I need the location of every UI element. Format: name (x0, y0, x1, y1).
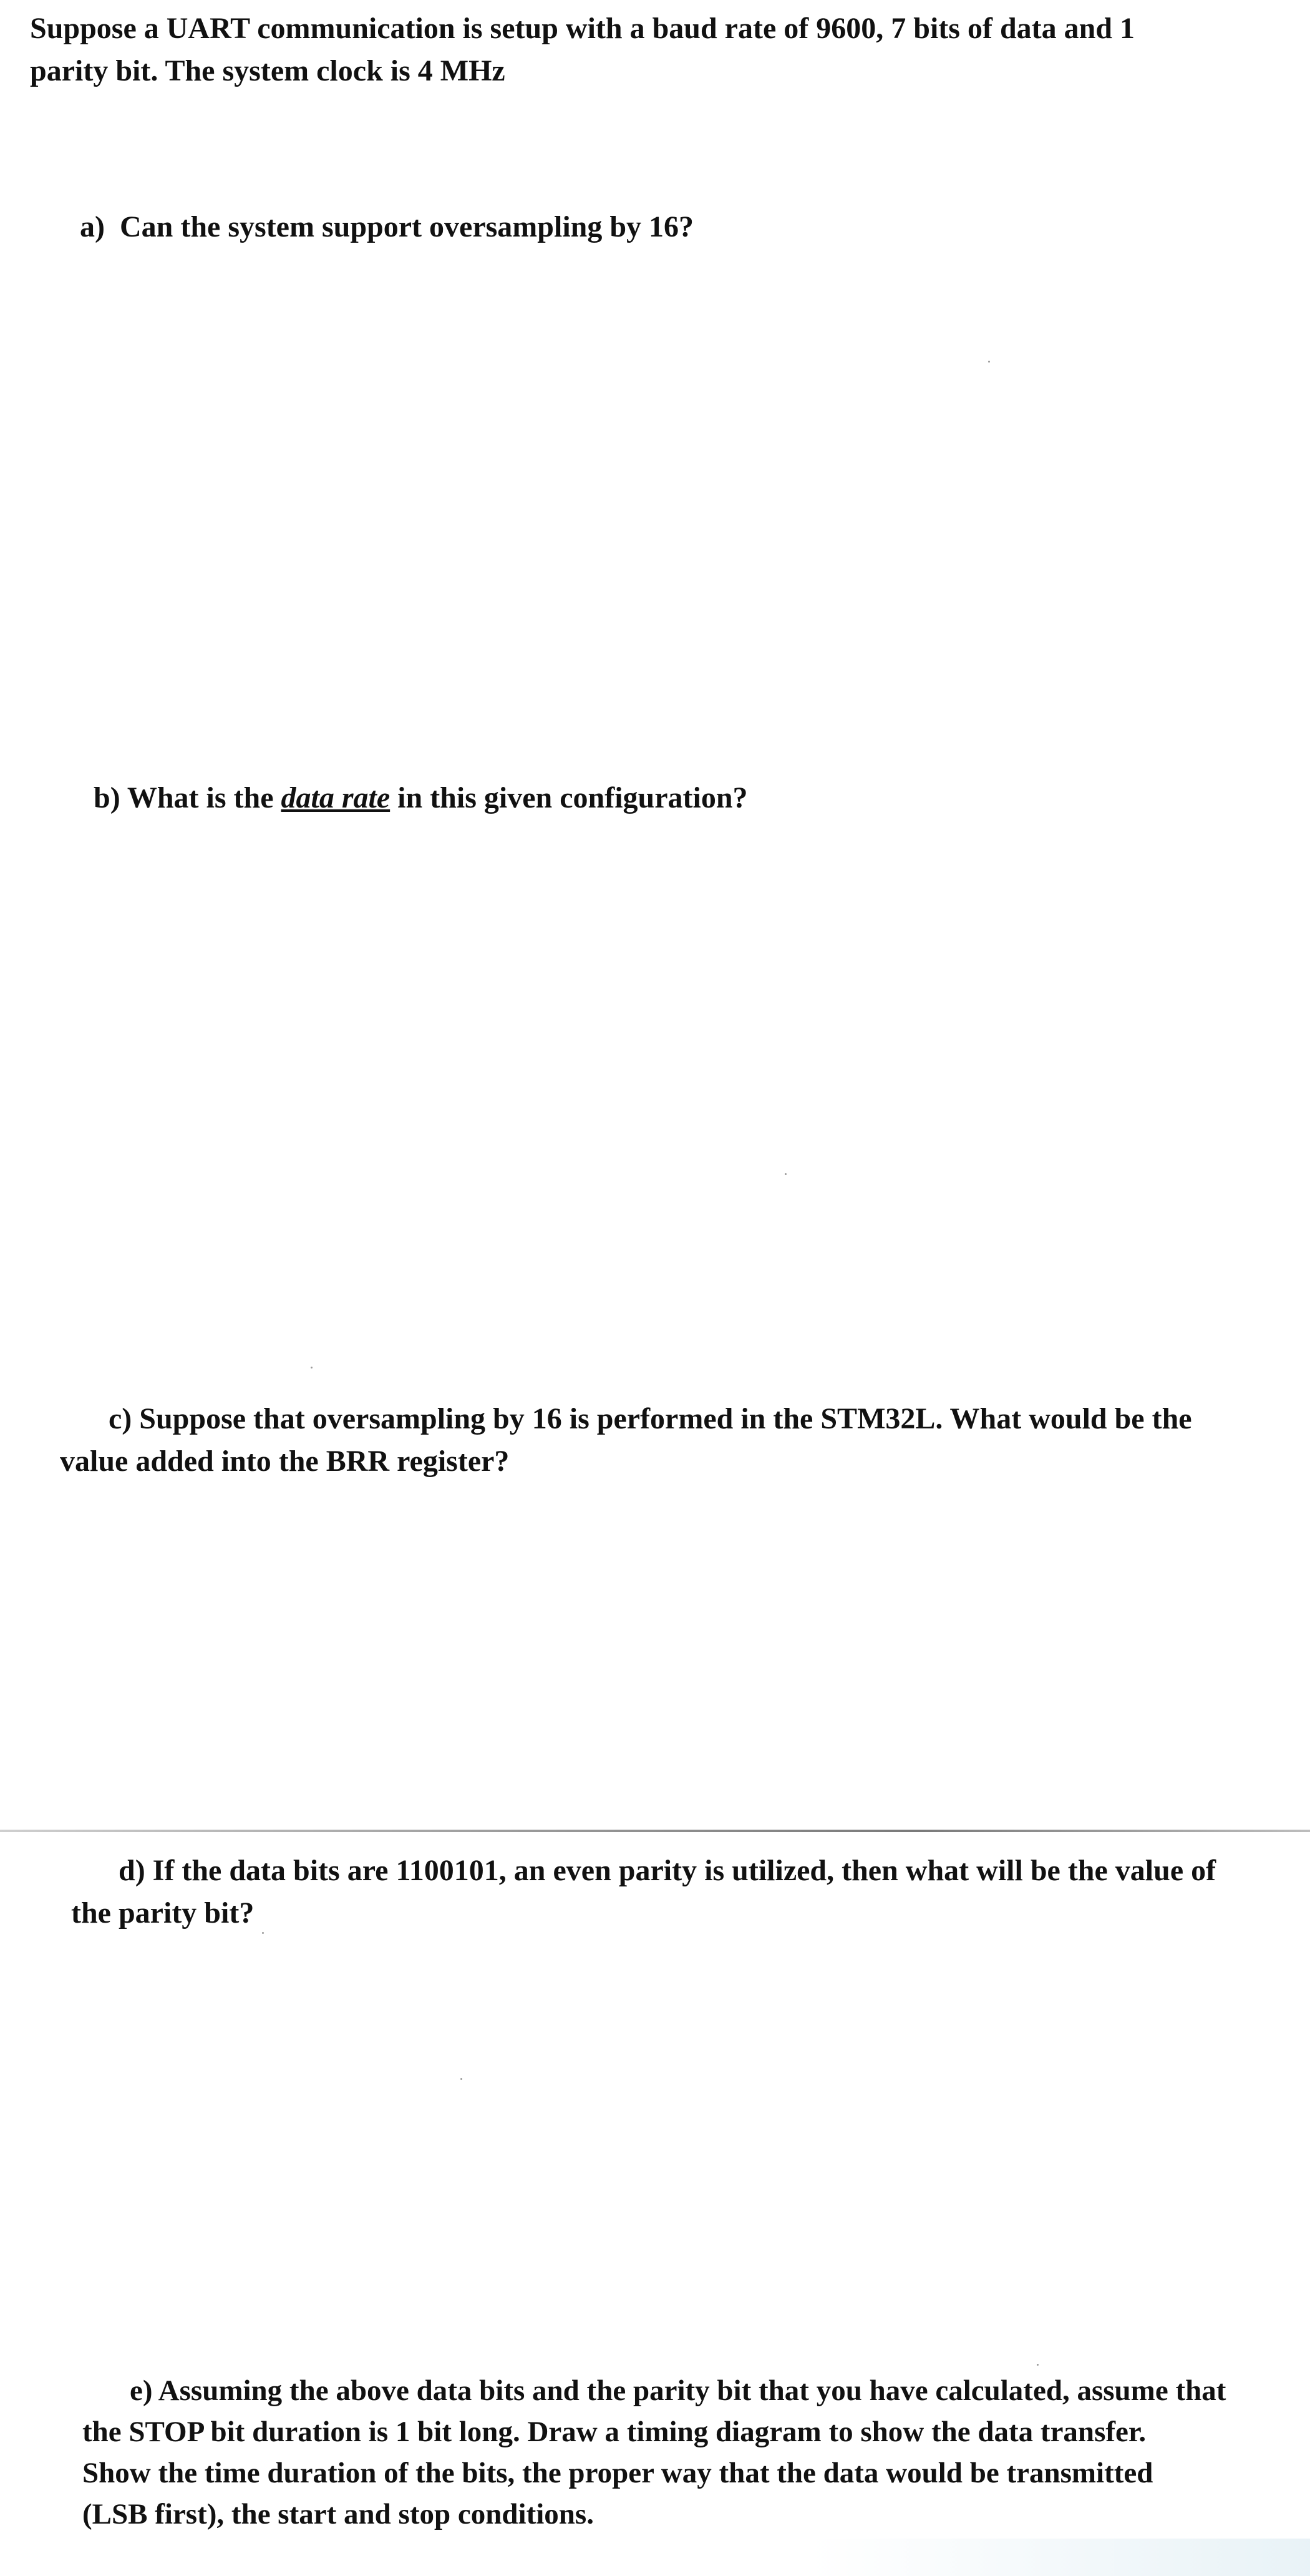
question-c-line-1: c) Suppose that oversampling by 16 is performed in the STM32L. What would be the (109, 1402, 1192, 1435)
question-d-line-1: d) If the data bits are 1100101, an even parity is utilized, then what will be the value of (119, 1854, 1216, 1887)
question-a (80, 206, 1078, 248)
question-e-line-3: Show the time duration of the bits, the proper way that the data would be transmitted (82, 2457, 1153, 2489)
problem-statement-line-2: parity bit. The system clock is 4 MHz (30, 54, 505, 87)
question-e (82, 2370, 1293, 2535)
question-c-line-2: value added into the BRR register? (60, 1445, 510, 1478)
page-divider (0, 1830, 1310, 1832)
question-e-line-4: (LSB first), the start and stop conditions. (82, 2498, 594, 2530)
question-b-emphasis: data rate (281, 781, 391, 814)
question-c (60, 1398, 1270, 1483)
question-d-line-2: the parity bit? (71, 1896, 255, 1930)
scan-speck (311, 1367, 313, 1368)
question-e-line-1: e) Assuming the above data bits and the parity bit that you have calculated, assume that (130, 2374, 1226, 2407)
question-b-prefix: b) What is the (94, 781, 281, 814)
question-b-suffix: in this given configuration? (390, 781, 748, 814)
question-d (71, 1850, 1281, 1934)
scan-speck (262, 1932, 264, 1934)
scan-speck (460, 2078, 462, 2080)
scan-edge-tint (811, 2539, 1310, 2576)
scan-speck (988, 361, 990, 363)
problem-statement-line-1: Suppose a UART communication is setup with a baud rate of 9600, 7 bits of data and 1 (30, 12, 1135, 45)
scan-speck (785, 1173, 787, 1175)
problem-statement (30, 7, 1253, 92)
question-e-line-2: the STOP bit duration is 1 bit long. Draw a timing diagram to show the data transfer. (82, 2416, 1147, 2448)
question-b (94, 777, 1154, 819)
question-a-text: a) Can the system support oversampling by 16? (80, 210, 694, 243)
scan-speck (1037, 2364, 1039, 2366)
